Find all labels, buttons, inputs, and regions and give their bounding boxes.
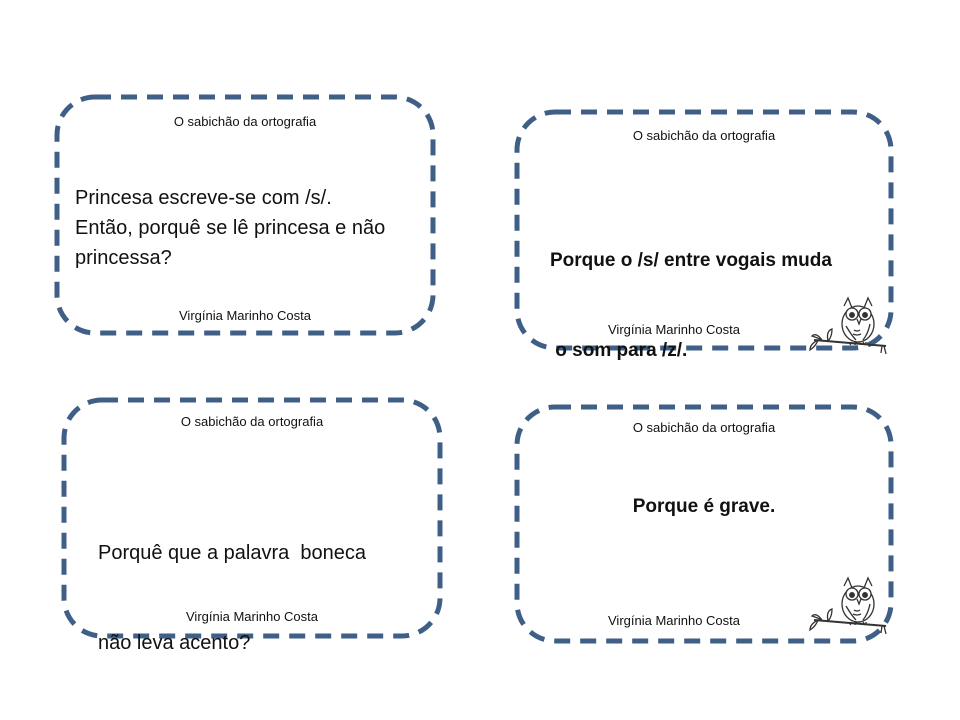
card-header: O sabichão da ortografia [173,114,317,129]
card-footer-author: Virgínia Marinho Costa [608,322,740,337]
text-line: princessa? [75,247,172,269]
card-footer-author: Virgínia Marinho Costa [608,613,740,628]
text-line: Então, porquê se lê princesa e não [75,217,386,239]
card-1-question [55,95,435,335]
text-line: não leva acento? [98,632,251,654]
card-footer-author: Virgínia Marinho Costa [186,609,318,624]
card-footer-author: Virgínia Marinho Costa [179,308,311,323]
owl-on-branch-icon [808,290,888,356]
card-header: O sabichão da ortografia [180,414,324,429]
card-header: O sabichão da ortografia [632,420,776,435]
text-line: Porquê que a palavra boneca [98,542,366,564]
text-line: Porque é grave. [632,496,776,517]
text-line: Princesa escreve-se com /s/. [75,187,332,209]
card-question-text [98,478,428,718]
card-3-question [62,398,442,654]
card-header: O sabichão da ortografia [632,128,776,143]
card-answer-text [515,492,893,522]
text-line: o som para /z/. [550,340,688,361]
owl-on-branch-icon [808,570,888,636]
card-question-text [75,183,425,273]
text-line: Porque o /s/ entre vogais muda [550,250,832,271]
